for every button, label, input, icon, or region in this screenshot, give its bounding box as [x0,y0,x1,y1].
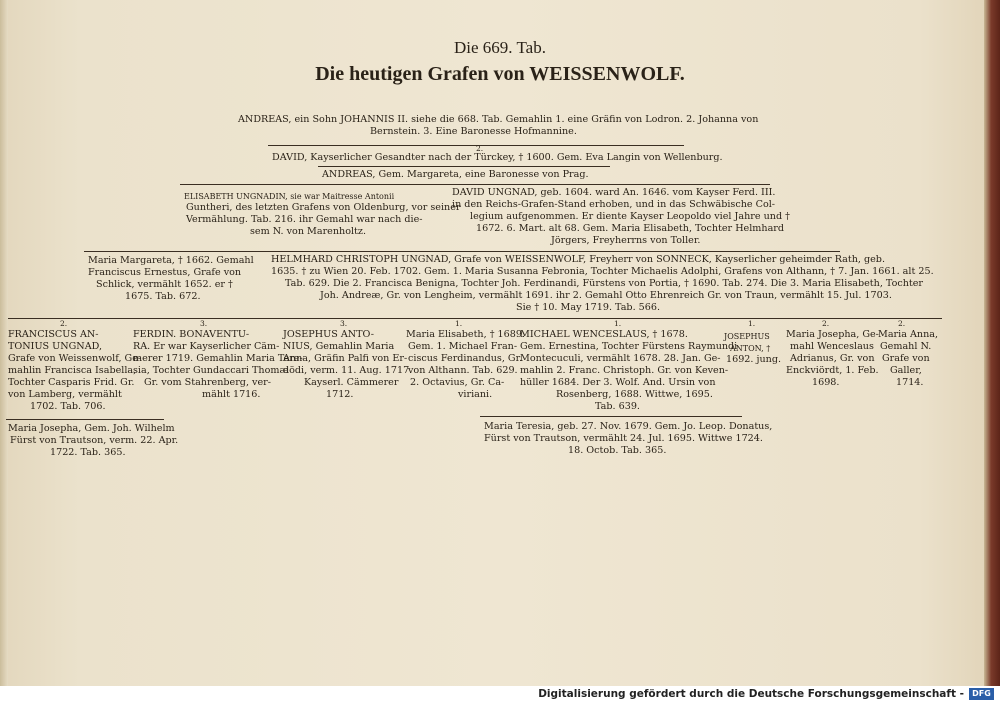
page-left-edge [0,0,8,686]
helmhard-line-3: Tab. 629. Die 2. Francisca Benigna, Tochter Joh. Ferdinandi, Fürstens von Portia, † 1690. Tab. 274. Die 3. Maria Elisabeth, Tochter [285,278,924,289]
josephus-anton-line-2: ANTON, † [730,344,771,353]
maria-josepha-g6-line-2: mahl Wenceslaus [790,341,874,352]
elisabeth-line-4: sem N. von Marenholtz. [250,226,367,237]
ferdin-line-5: Gr. vom Stahrenberg, ver- [144,377,271,388]
helmhard-line-2: 1635. † zu Wien 20. Feb. 1702. Gem. 1. Maria Susanna Febronia, Tochter Michaelis Adolphi, Grafens von Althann, † 7. Jan. 1661. alt 25. [271,266,934,277]
gen6-num-4: 1. [455,319,463,328]
maria-teresia-line-1: Maria Teresia, geb. 27. Nov. 1679. Gem. Jo. Leop. Donatus, [484,421,773,432]
josephus-line-4: dödi, verm. 11. Aug. 1717. [283,365,413,376]
maria-elisabeth-line-3: ciscus Ferdinandus, Gr. [408,353,523,364]
josephus-line-2: NIUS, Gemahlin Maria [283,341,395,352]
michael-line-6: Rosenberg, 1688. Wittwe, 1695. [556,389,713,400]
ferdin-line-3: merer 1719. Gemahlin Maria Tere- [133,353,303,364]
gen6-rule [8,318,942,319]
michael-line-2: Gem. Ernestina, Tochter Fürstens Raymundi [520,341,738,352]
maria-anna-line-4: Galler, [890,365,922,376]
franciscus-line-5: Tochter Casparis Frid. Gr. [8,377,135,388]
josephus-line-6: 1712. [326,389,354,400]
gen6-num-7: 2. [822,319,830,328]
helmhard-line-4: Joh. Andreæ, Gr. von Lengheim, vermählt 1691. ihr 2. Gemahl Otto Ehrenreich Gr. von Traun, vermählt 15. Jul. 1703. [320,290,892,301]
gen3-andreas: ANDREAS, Gem. Margareta, eine Baronesse von Prag. [322,169,589,180]
maria-teresia-line-3: 18. Octob. Tab. 365. [568,445,667,456]
gen5-rule [84,251,840,252]
elisabeth-line-2: Guntheri, des letzten Grafens von Oldenburg, vor seiner [186,202,461,213]
franciscus-line-2: TONIUS UNGNAD, [8,341,103,352]
maria-margareta-line-1: Maria Margareta, † 1662. Gemahl [88,255,254,266]
maria-anna-line-3: Grafe von [882,353,930,364]
david-ungnad-line-4: 1672. 6. Mart. alt 68. Gem. Maria Elisabeth, Tochter Helmhard [476,223,785,234]
michael-line-3: Montecuculi, vermählt 1678. 28. Jan. Ge- [520,353,721,364]
page-tab-number: Die 669. Tab. [454,38,546,57]
gen6-num-5: 1. [614,319,622,328]
gen6-num-6: 1. [748,319,756,328]
franciscus-line-6: von Lamberg, vermählt [8,389,122,400]
maria-elisabeth-line-2: Gem. 1. Michael Fran- [408,341,518,352]
gen6-num-3: 3. [340,319,348,328]
maria-margareta-line-2: Franciscus Ernestus, Grafe von [88,267,242,278]
elisabeth-line-3: Vermählung. Tab. 216. ihr Gemahl war nach die- [186,214,423,225]
maria-elisabeth-line-1: Maria Elisabeth, † 1689. [406,329,526,340]
david-ungnad-line-2: in den Reichs-Grafen-Stand erhoben, und in das Schwäbische Col- [452,199,776,210]
maria-elisabeth-line-6: viriani. [458,389,493,400]
franciscus-line-3: Grafe von Weissenwolf, Ge- [8,353,142,364]
maria-josepha-g6-line-5: 1698. [812,377,840,388]
franciscus-line-7: 1702. Tab. 706. [30,401,106,412]
maria-josepha-g7-line-2: Fürst von Trautson, verm. 22. Apr. [10,435,179,446]
gen2-david: DAVID, Kayserlicher Gesandter nach der Türckey, † 1600. Gem. Eva Langin von Wellenburg. [272,152,723,163]
david-ungnad-line-5: Jörgers, Freyherrns von Toller. [551,235,701,246]
gen7-rule-right [480,416,742,417]
footer-credit: Digitalisierung gefördert durch die Deutsche Forschungsgemeinschaft - [538,688,964,700]
page-title: Die heutigen Grafen von WEISSENWOLF. [315,63,685,85]
michael-line-1: MICHAEL WENCESLAUS, † 1678. [520,329,688,340]
maria-elisabeth-line-5: 2. Octavius, Gr. Ca- [410,377,505,388]
michael-line-5: hüller 1684. Der 3. Wolf. And. Ursin von [520,377,716,388]
book-binding [984,0,1000,686]
maria-josepha-g6-line-1: Maria Josepha, Ge- [786,329,879,340]
ferdin-line-1: FERDIN. BONAVENTU- [133,329,250,340]
gen4-rule [180,184,770,185]
gen6-num-1: 2. [60,319,68,328]
maria-margareta-line-3: Schlick, vermählt 1652. er † [96,279,233,290]
maria-margareta-line-4: 1675. Tab. 672. [125,291,201,302]
michael-line-7: Tab. 639. [595,401,640,412]
maria-josepha-g7-line-1: Maria Josepha, Gem. Joh. Wilhelm [8,423,175,434]
maria-anna-line-1: Maria Anna, [878,329,939,340]
gen6-num-2: 3. [200,319,208,328]
maria-josepha-g6-line-3: Adrianus, Gr. von [790,353,875,364]
dfg-logo: DFG [969,688,994,700]
ferdin-line-2: RA. Er war Kayserlicher Cäm- [133,341,280,352]
josephus-line-3: Anna, Gräfin Palfi von Er- [283,353,408,364]
maria-teresia-line-2: Fürst von Trautson, vermählt 24. Jul. 1695. Wittwe 1724. [484,433,763,444]
gen1-line-1: ANDREAS, ein Sohn JOHANNIS II. siehe die 668. Tab. Gemahlin 1. eine Gräfin von Lodron. 2. Johanna von [238,114,759,125]
david-ungnad-line-1: DAVID UNGNAD, geb. 1604. ward An. 1646. vom Kayser Ferd. III. [452,187,776,198]
gen7-rule-left [6,419,164,420]
maria-elisabeth-line-4: von Althann. Tab. 629. [408,365,518,376]
ferdin-line-6: mählt 1716. [202,389,261,400]
josephus-line-5: Kayserl. Cämmerer [304,377,399,388]
david-ungnad-line-3: legium aufgenommen. Er diente Kayser Leopoldo viel Jahre und † [470,211,790,222]
footer-bar [0,686,1000,703]
elisabeth-line-1: ELISABETH UNGNADIN, sie war Maitresse Antonii [184,192,395,201]
josephus-anton-line-3: 1692. jung. [726,354,782,365]
gen6-num-8: 2. [898,319,906,328]
michael-line-4: mahlin 2. Franc. Christoph. Gr. von Keven- [520,365,729,376]
gen1-line-2: Bernstein. 3. Eine Baronesse Hofmannine. [370,126,577,137]
gen3-rule [318,166,610,167]
josephus-line-1: JOSEPHUS ANTO- [283,329,374,340]
ferdin-line-4: sia, Tochter Gundaccari Thomæ [133,365,289,376]
helmhard-line-5: Sie † 10. May 1719. Tab. 566. [516,302,661,313]
gen2-number: 2. [476,144,484,153]
maria-josepha-g7-line-3: 1722. Tab. 365. [50,447,126,458]
helmhard-line-1: HELMHARD CHRISTOPH UNGNAD, Grafe von WEISSENWOLF, Freyherr von SONNECK, Kayserlicher geheimder Rath, geb. [271,254,885,265]
maria-josepha-g6-line-4: Enckviördt, 1. Feb. [786,365,879,376]
josephus-anton-line-1: JOSEPHUS [724,332,770,341]
franciscus-line-1: FRANCISCUS AN- [8,329,99,340]
maria-anna-line-2: Gemahl N. [880,341,932,352]
maria-anna-line-5: 1714. [896,377,924,388]
franciscus-line-4: mahlin Francisca Isabella, [8,365,137,376]
